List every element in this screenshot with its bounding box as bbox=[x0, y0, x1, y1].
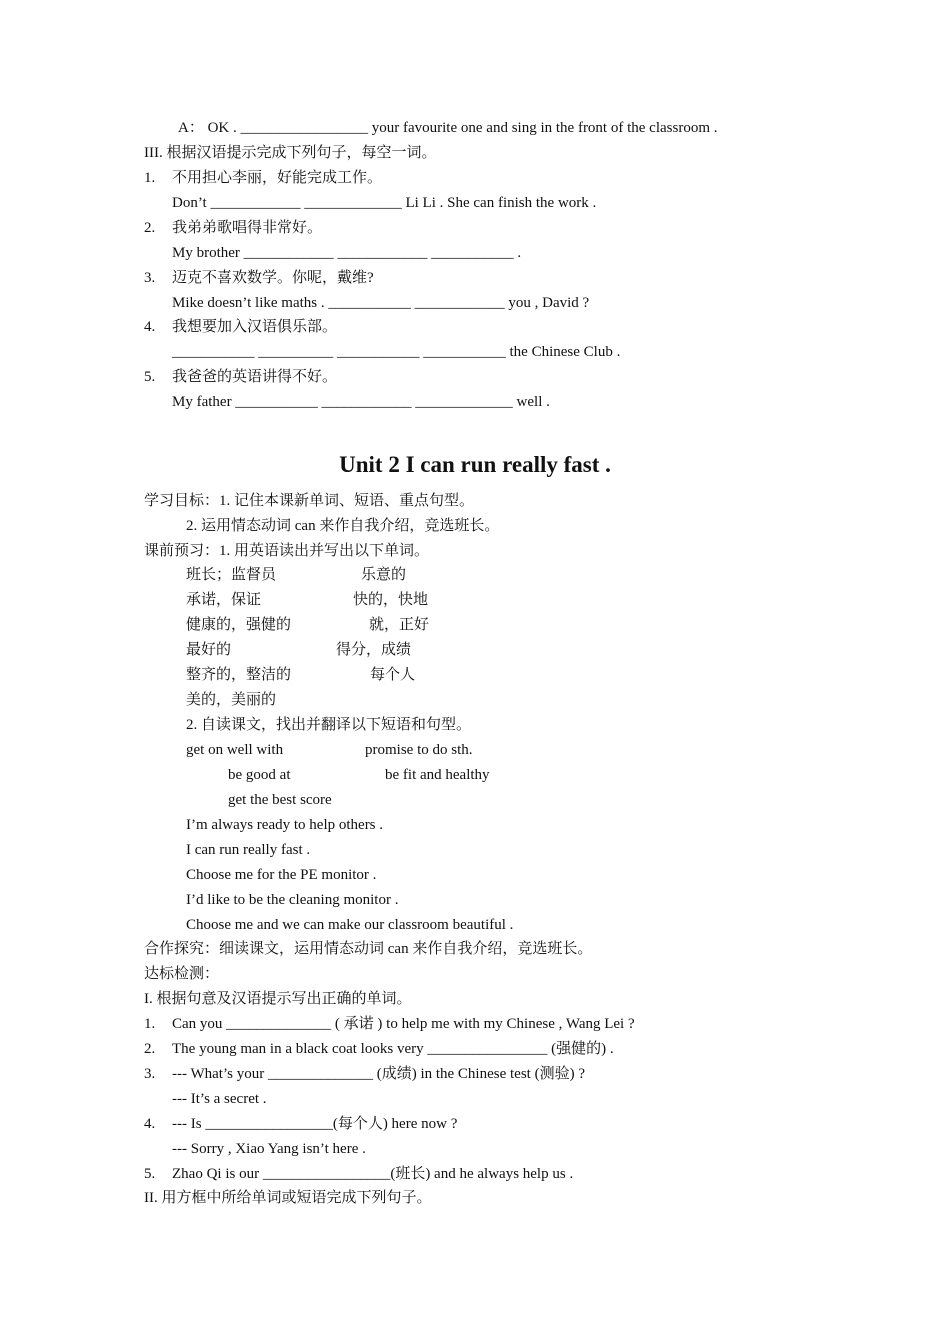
word-cn: 乐意的 bbox=[361, 567, 407, 583]
word-cn: 承诺，保证 bbox=[186, 592, 262, 608]
preview-line: 2. 自读课文，找出并翻译以下短语和句型。 bbox=[186, 717, 472, 733]
item-number: 1. bbox=[144, 1016, 156, 1032]
check-line: 达标检测： bbox=[144, 966, 220, 982]
exercise-text: --- What’s your ______________ (成绩) in the Chinese test (测验) ? bbox=[172, 1066, 585, 1082]
dialogue-line: A： OK . _________________ your favourite one and sing in the front of the classroom . bbox=[178, 120, 718, 136]
item-chinese: 我想要加入汉语俱乐部。 bbox=[172, 319, 338, 335]
item-number: 1. bbox=[144, 170, 156, 186]
phrase: be fit and healthy bbox=[385, 767, 490, 783]
item-chinese: 我爸爸的英语讲得不好。 bbox=[172, 369, 338, 385]
word-cn: 得分，成绩 bbox=[336, 642, 412, 658]
section-heading: II. 用方框中所给单词或短语完成下列句子。 bbox=[144, 1190, 432, 1206]
item-chinese: 不用担心李丽，好能完成工作。 bbox=[172, 170, 383, 186]
item-english: ___________ __________ ___________ ___________ the Chinese Club . bbox=[172, 344, 621, 360]
item-english: Don’t ____________ _____________ Li Li . She can finish the work . bbox=[172, 195, 597, 211]
sentence: I’d like to be the cleaning monitor . bbox=[186, 892, 399, 908]
cooperate-line: 合作探究：细读课文，运用情态动词 can 来作自我介绍，竞选班长。 bbox=[144, 941, 593, 957]
word-cn: 整齐的，整洁的 bbox=[186, 667, 292, 683]
goals-line: 2. 运用情态动词 can 来作自我介绍，竞选班长。 bbox=[186, 518, 500, 534]
phrase: promise to do sth. bbox=[365, 742, 473, 758]
exercise-text: --- Is _________________(每个人) here now ? bbox=[172, 1116, 458, 1132]
sentence: Choose me and we can make our classroom beautiful . bbox=[186, 917, 514, 933]
word-cn: 每个人 bbox=[370, 667, 416, 683]
goals-line: 学习目标：1. 记住本课新单词、短语、重点句型。 bbox=[144, 493, 475, 509]
phrase: be good at bbox=[228, 767, 291, 783]
sentence: Choose me for the PE monitor . bbox=[186, 867, 377, 883]
phrase: get the best score bbox=[228, 792, 332, 808]
word-cn: 健康的，强健的 bbox=[186, 617, 292, 633]
word-cn: 班长；监督员 bbox=[186, 567, 277, 583]
unit-title: Unit 2 I can run really fast . bbox=[339, 452, 611, 477]
section-heading: III. 根据汉语提示完成下列句子，每空一词。 bbox=[144, 145, 437, 161]
exercise-text: The young man in a black coat looks very ________________ (强健的) . bbox=[172, 1041, 614, 1057]
preview-line: 课前预习：1. 用英语读出并写出以下单词。 bbox=[144, 543, 430, 559]
item-number: 2. bbox=[144, 1041, 156, 1057]
word-cn: 美的，美丽的 bbox=[186, 692, 277, 708]
section-heading: I. 根据句意及汉语提示写出正确的单词。 bbox=[144, 991, 412, 1007]
exercise-text: --- Sorry , Xiao Yang isn’t here . bbox=[172, 1141, 366, 1157]
item-chinese: 我弟弟歌唱得非常好。 bbox=[172, 220, 323, 236]
item-chinese: 迈克不喜欢数学。你呢，戴维? bbox=[172, 270, 374, 286]
word-cn: 就，正好 bbox=[369, 617, 430, 633]
exercise-text: Can you ______________ ( 承诺 ) to help me with my Chinese , Wang Lei ? bbox=[172, 1016, 635, 1032]
exercise-text: --- It’s a secret . bbox=[172, 1091, 267, 1107]
item-number: 4. bbox=[144, 1116, 156, 1132]
item-number: 5. bbox=[144, 1166, 156, 1182]
item-number: 3. bbox=[144, 1066, 156, 1082]
phrase: get on well with bbox=[186, 742, 284, 758]
word-cn: 快的，快地 bbox=[353, 592, 429, 608]
item-english: Mike doesn’t like maths . ___________ ____________ you , David ? bbox=[172, 295, 590, 311]
exercise-text: Zhao Qi is our _________________(班长) and he always help us . bbox=[172, 1166, 574, 1182]
sentence: I can run really fast . bbox=[186, 842, 311, 858]
item-english: My father ___________ ____________ _____________ well . bbox=[172, 394, 550, 410]
word-cn: 最好的 bbox=[186, 642, 232, 658]
item-number: 2. bbox=[144, 220, 156, 236]
item-english: My brother ____________ ____________ ___________ . bbox=[172, 245, 522, 261]
item-number: 4. bbox=[144, 319, 156, 335]
item-number: 3. bbox=[144, 270, 156, 286]
item-number: 5. bbox=[144, 369, 156, 385]
sentence: I’m always ready to help others . bbox=[186, 817, 384, 833]
